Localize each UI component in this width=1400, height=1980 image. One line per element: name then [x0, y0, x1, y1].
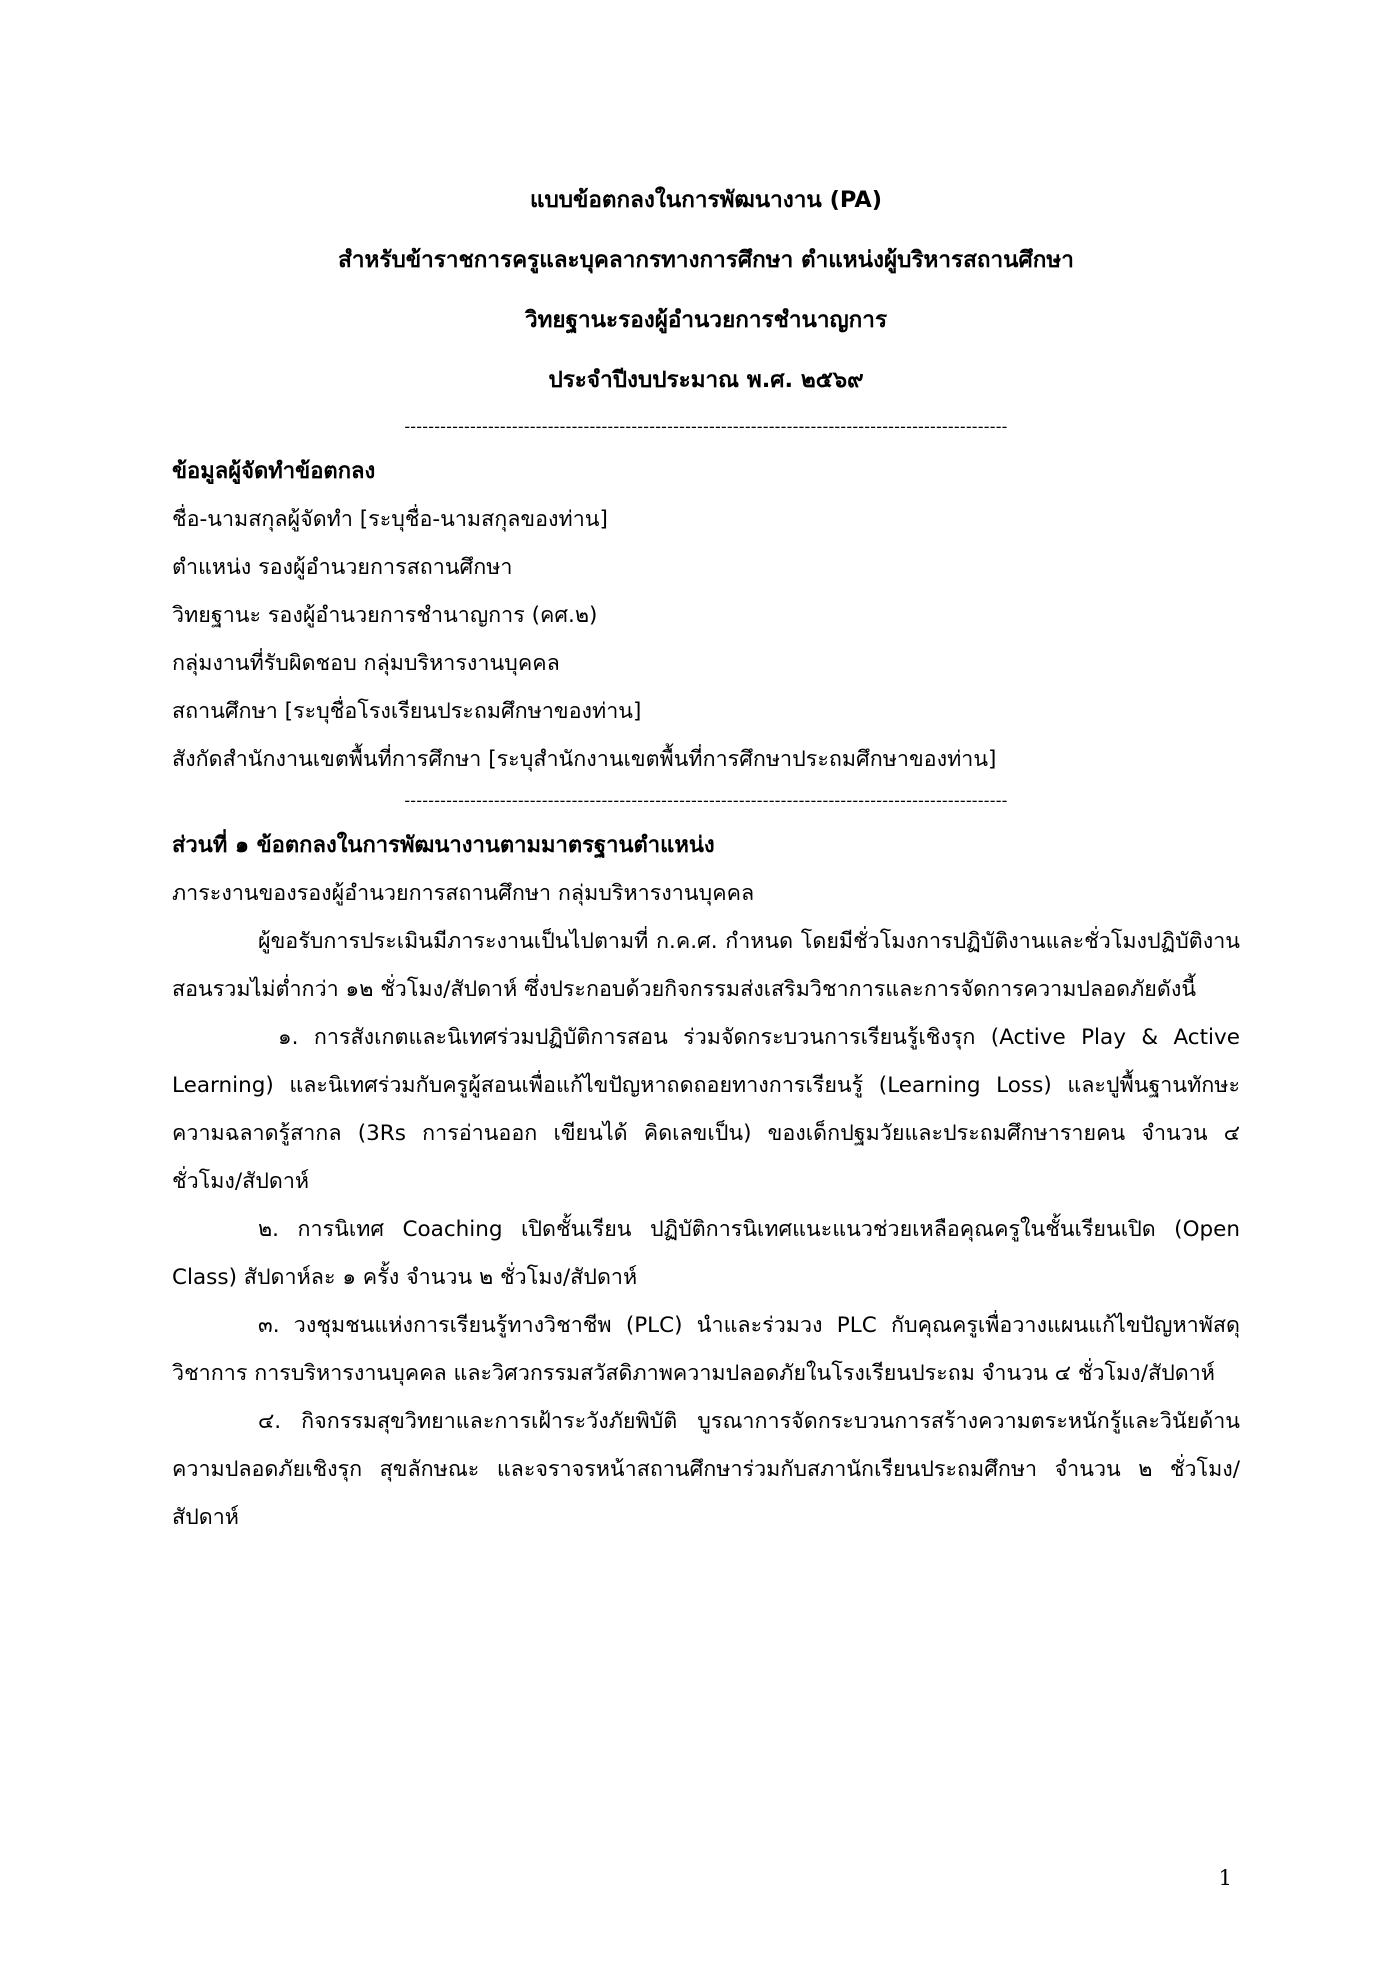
info-name: ชื่อ-นามสกุลผู้จัดทำ [ระบุชื่อ-นามสกุลของท่าน]	[172, 507, 608, 532]
separator-line: -----------------------------------------------------------------------------------------------------	[404, 791, 1008, 810]
title-line-3: วิทยฐานะรองผู้อำนวยการชำนาญการ	[524, 307, 888, 333]
info-academic-rank: วิทยฐานะ รองผู้อำนวยการชำนาญการ (คศ.๒)	[172, 603, 598, 628]
item-3-paragraph: ๓. วงชุมชนแห่งการเรียนรู้ทางวิชาชีพ (PLC) นำและร่วมวง PLC กับคุณครูเพื่อวางแผนแก้ไขปัญหาพัสดุวิชาการ การบริหารงานบุคคล และวิศวกรรมสวัสดิภาพความปลอดภัยในโรงเรียนประถม จำนวน ๔ ชั่วโมง/สัปดาห์	[172, 1313, 1240, 1386]
info-school: สถานศึกษา [ระบุชื่อโรงเรียนประถมศึกษาของท่าน]	[172, 699, 642, 724]
document-body	[172, 170, 1240, 1542]
item-2-paragraph: ๒. การนิเทศ Coaching เปิดชั้นเรียน ปฏิบัติการนิเทศแนะแนวช่วยเหลือคุณครูในชั้นเรียนเปิด (Open Class) สัปดาห์ละ ๑ ครั้ง จำนวน ๒ ชั่วโมง/สัปดาห์	[172, 1217, 1240, 1290]
info-work-group: กลุ่มงานที่รับผิดชอบ กลุ่มบริหารงานบุคคล	[172, 651, 560, 676]
title-line-1: แบบข้อตกลงในการพัฒนางาน (PA)	[529, 187, 883, 213]
separator-line: -----------------------------------------------------------------------------------------------------	[404, 417, 1008, 436]
document-title	[152, 170, 1260, 410]
intro-paragraph: ผู้ขอรับการประเมินมีภาระงานเป็นไปตามที่ ก.ค.ศ. กำหนด โดยมีชั่วโมงการปฏิบัติงานและชั่วโมงปฏิบัติงานสอนรวมไม่ต่ำกว่า ๑๒ ชั่วโมง/สัปดาห์ ซึ่งประกอบด้วยกิจกรรมส่งเสริมวิชาการและการจัดการความปลอดภัยดังนี้	[172, 929, 1240, 1002]
title-line-2: สำหรับข้าราชการครูและบุคลากรทางการศึกษา ตำแหน่งผู้บริหารสถานศึกษา	[338, 247, 1074, 273]
section1-heading: ส่วนที่ ๑ ข้อตกลงในการพัฒนางานตามมาตรฐานตำแหน่ง	[172, 833, 715, 858]
info-heading: ข้อมูลผู้จัดทำข้อตกลง	[172, 459, 376, 484]
info-affiliation: สังกัดสำนักงานเขตพื้นที่การศึกษา [ระบุสำนักงานเขตพื้นที่การศึกษาประถมศึกษาของท่าน]	[172, 747, 997, 772]
workload-line: ภาระงานของรองผู้อำนวยการสถานศึกษา กลุ่มบริหารงานบุคคล	[172, 881, 755, 906]
title-line-4: ประจำปีงบประมาณ พ.ศ. ๒๕๖๙	[548, 367, 864, 393]
page-number: 1	[1218, 1866, 1232, 1890]
item-4-paragraph: ๔. กิจกรรมสุขวิทยาและการเฝ้าระวังภัยพิบัติ บูรณาการจัดกระบวนการสร้างความตระหนักรู้และวินัยด้านความปลอดภัยเชิงรุก สุขลักษณะ และจราจรหน้าสถานศึกษาร่วมกับสภานักเรียนประถมศึกษา จำนวน ๒ ชั่วโมง/สัปดาห์	[172, 1409, 1240, 1530]
item-1-paragraph: ๑. การสังเกตและนิเทศร่วมปฏิบัติการสอน ร่วมจัดกระบวนการเรียนรู้เชิงรุก (Active Play & Active Learning) และนิเทศร่วมกับครูผู้สอนเพื่อแก้ไขปัญหาถดถอยทางการเรียนรู้ (Learning Loss) และปูพื้นฐานทักษะความฉลาดรู้สากล (3Rs การอ่านออก เขียนได้ คิดเลขเป็น) ของเด็กปฐมวัยและประถมศึกษารายคน จำนวน ๔ ชั่วโมง/สัปดาห์	[172, 1025, 1240, 1194]
info-position: ตำแหน่ง รองผู้อำนวยการสถานศึกษา	[172, 555, 513, 580]
